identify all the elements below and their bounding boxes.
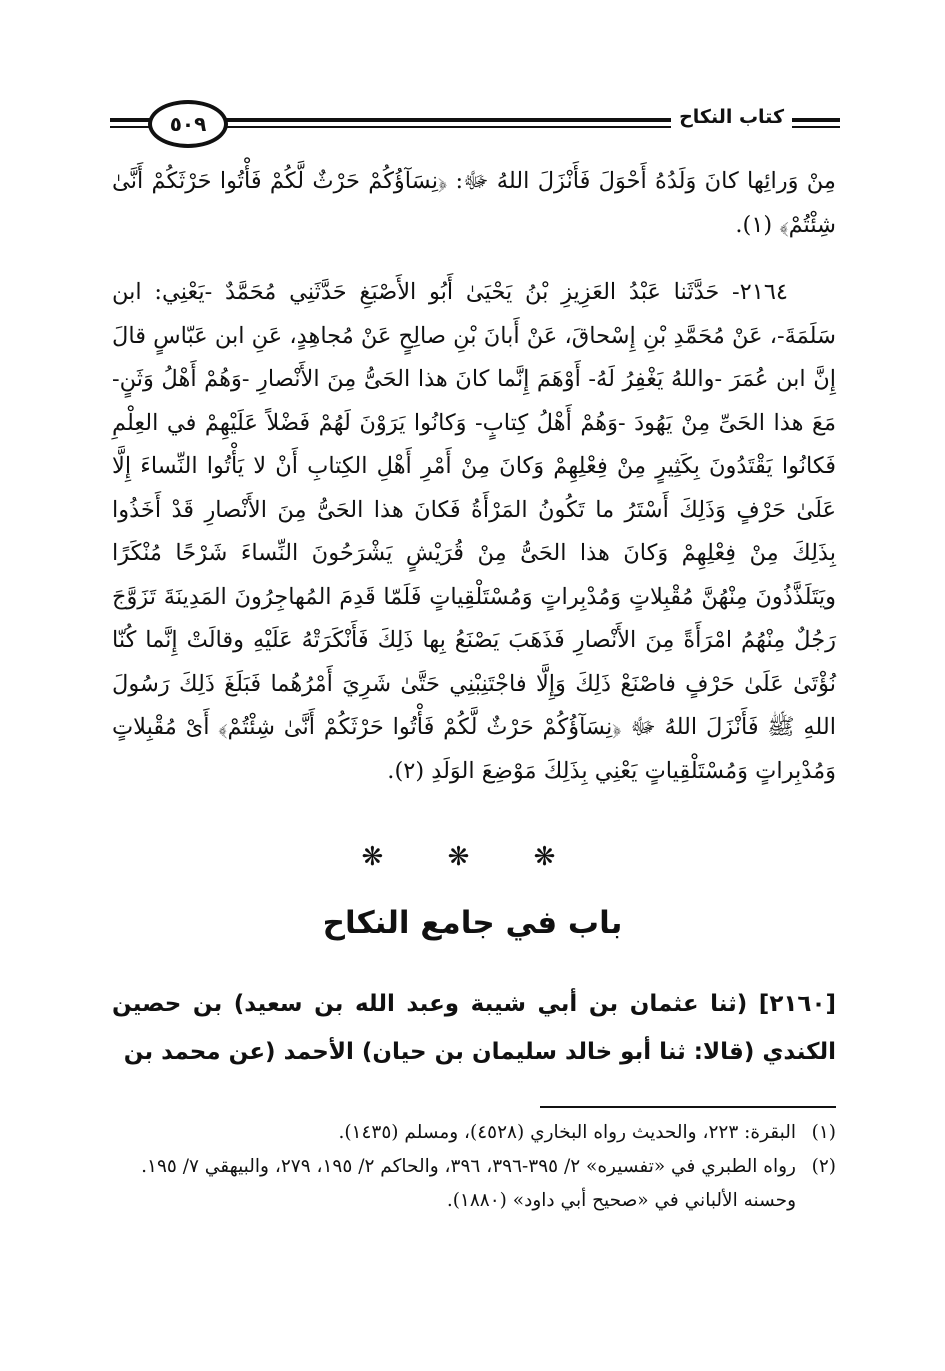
footnote-2	[112, 1150, 836, 1184]
intro-paragraph: مِنْ وَرائِها كانَ وَلَدُهُ أَحْوَلَ فَأَنْزَلَ اللهُ ﷻ: ﴿نِسَآؤُكُمْ حَرْثٌ لَّكُمْ فَأْتُوا حَرْثَكُمْ أَنَّىٰ شِئْتُمْ﴾ (١).	[112, 168, 836, 238]
footnote-2-text: رواه الطبري في «تفسيره» ٢/ ٣٩٥-٣٩٦، ٣٩٦، والحاكم ٢/ ١٩٥، ٢٧٩، والبيهقي ٧/ ١٩٥.	[141, 1156, 796, 1177]
header-rule-left-thin	[110, 126, 150, 128]
chapter-title: باب في جامع النكاح	[322, 905, 623, 941]
footnote-2-number: (٢)	[811, 1156, 836, 1177]
section-separator: ❋ ❋ ❋	[361, 842, 584, 872]
page-number: ٥٠٩	[169, 112, 207, 136]
footnote-1	[112, 1116, 836, 1150]
footnote-2-continuation: وحسنه الألباني في «صحيح أبي داود» (١٨٨٠).	[446, 1190, 796, 1211]
footnote-1-text: البقرة: ٢٢٣، والحديث رواه البخاري (٤٥٢٨)، ومسلم (١٤٣٥).	[338, 1122, 796, 1143]
footnote-1-number: (١)	[811, 1122, 836, 1143]
commentary-paragraph: [٢١٦٠] (ثنا عثمان بن أبي شيبة وعبد الله بن سعيد) بن حصين الكندي (قالا: ثنا أبو خالد سليمان بن حيان) الأحمد (عن محمد بن	[112, 991, 836, 1065]
footnote-divider	[540, 1106, 836, 1108]
hadith-paragraph: ٢١٦٤- حَدَّثَنا عَبْدُ العَزِيزِ بْنُ يَحْيَىٰ أَبُو الأَصْبَغِ حَدَّثَنِي مُحَمَّدٌ -يَعْنِي: ابن سَلَمَةَ-، عَنْ مُحَمَّدِ بْنِ إِسْحاقَ، عَنْ أَبانَ بْنِ صالِحٍ عَنْ مُجاهِدٍ، عَنِ ابن عَبّاسٍ قالَ إِنَّ ابن عُمَرَ -واللهُ يَغْفِرُ لَهُ- أَوْهَمَ إِنَّما كانَ هذا الحَىُّ مِنَ الأَنْصارِ -وَهُمْ أَهْلُ وَثَنٍ- مَعَ هذا الحَىِّ مِنْ يَهُودَ -وَهُمْ أَهْلُ كِتابٍ- وَكانُوا يَرَوْنَ لَهُمْ فَضْلاً عَلَيْهِمْ في العِلْمِ فَكانُوا يَقْتَدُونَ بِكَثِيرٍ مِنْ فِعْلِهِمْ وَكانَ مِنْ أَمْرِ أَهْلِ الكِتابِ أَنْ لا يَأْتُوا النِّساءَ إِلَّا عَلَىٰ حَرْفٍ وَذَلِكَ أَسْتَرُ ما تَكُونُ المَرْأَةُ فَكانَ هذا الحَىُّ مِنَ الأَنْصارِ قَدْ أَخَذُوا بِذَلِكَ مِنْ فِعْلِهِمْ وَكانَ هذا الحَىُّ مِنْ قُرَيْشٍ يَشْرَحُونَ النِّساءَ شَرْحًا مُنْكَرًا ويَتَلَذَّذُونَ مِنْهُنَّ مُقْبِلاتٍ وَمُدْبِراتٍ وَمُسْتَلْقِياتٍ فَلَمّا قَدِمَ المُهاجِرُونَ المَدِينَةَ تَزَوَّجَ رَجُلٌ مِنْهُمُ امْرَأَةً مِنَ الأَنْصارِ فَذَهَبَ يَصْنَعُ بِها ذَلِكَ فَأَنْكَرَتْهُ عَلَيْهِ وقالَتْ إِنَّما كُنّا نُؤْتَىٰ عَلَىٰ حَرْفٍ فاصْنَعْ ذَلِكَ وَإِلَّا فاجْتَنِبْنِي حَتَّىٰ شَرِيَ أَمْرُهُما فَبَلَغَ ذَلِكَ رَسُولَ اللهِ ﷺ فَأَنْزَلَ اللهُ ﷻ ﴿نِسَآؤُكُمْ حَرْثٌ لَّكُمْ فَأْتُوا حَرْثَكُمْ أَنَّىٰ شِئْتُمْ﴾ أَىْ مُقْبِلاتٍ وَمُدْبِراتٍ وَمُسْتَلْقِياتٍ يَعْنِي بِذَلِكَ مَوْضِعَ الوَلَدِ (٢).	[112, 279, 836, 784]
header-rule-left-thick	[110, 118, 150, 122]
book-title: كتاب النكاح	[671, 106, 792, 128]
page-header	[110, 92, 840, 162]
main-text	[112, 160, 836, 793]
page-number-badge	[148, 100, 228, 148]
footnotes	[112, 1116, 836, 1218]
